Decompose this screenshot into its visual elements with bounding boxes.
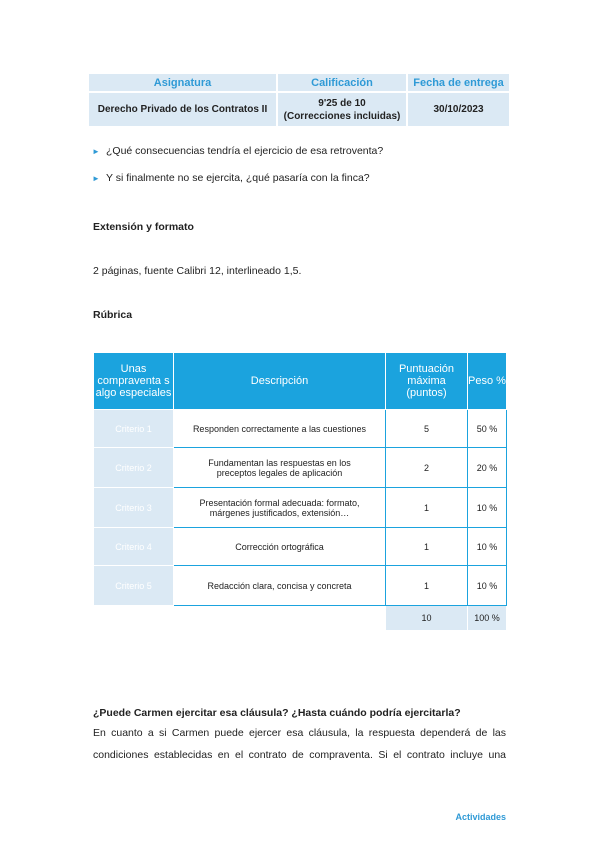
question-item xyxy=(92,145,383,157)
rubric-heading: Rúbrica xyxy=(93,309,133,321)
total-weight: 100 % xyxy=(468,606,507,631)
criterion-cell: Criterio 3 xyxy=(94,488,174,528)
footer-label: Actividades xyxy=(455,812,506,822)
weight-cell: 20 % xyxy=(468,448,507,488)
answer-line-1: En cuanto a si Carmen puede ejercer esa cláusula, la respuesta dependerá de las xyxy=(93,727,506,739)
points-cell: 1 xyxy=(386,566,468,606)
points-cell: 1 xyxy=(386,528,468,566)
col-fecha: Fecha de entrega xyxy=(407,74,509,92)
criterion-cell: Criterio 5 xyxy=(94,566,174,606)
empty-cell xyxy=(174,606,386,631)
weight-cell: 50 % xyxy=(468,410,507,448)
table-row xyxy=(94,448,507,488)
weight-cell: 10 % xyxy=(468,566,507,606)
col-calificacion: Calificación xyxy=(277,74,407,92)
total-points: 10 xyxy=(386,606,468,631)
weight-cell: 10 % xyxy=(468,528,507,566)
points-cell: 5 xyxy=(386,410,468,448)
points-cell: 2 xyxy=(386,448,468,488)
subject-value: Derecho Privado de los Contratos II xyxy=(89,92,277,126)
grade-line2: (Correcciones incluidas) xyxy=(283,110,401,122)
table-row xyxy=(94,410,507,448)
date-value: 30/10/2023 xyxy=(407,92,509,126)
rubric-table xyxy=(93,352,507,631)
bullet-arrow-icon: ► xyxy=(92,146,100,156)
description-cell: Presentación formal adecuada: formato, márgenes justificados, extensión… xyxy=(174,488,386,528)
rubric-col-weight: Peso % xyxy=(468,353,507,410)
total-row xyxy=(94,606,507,631)
points-cell: 1 xyxy=(386,488,468,528)
grade-line1: 9'25 de 10 xyxy=(318,97,366,109)
rubric-col-points: Puntuación máxima (puntos) xyxy=(386,353,468,410)
question-text: ¿Qué consecuencias tendría el ejercicio de esa retroventa? xyxy=(106,145,384,157)
description-cell: Redacción clara, concisa y concreta xyxy=(174,566,386,606)
table-row xyxy=(94,566,507,606)
format-heading: Extensión y formato xyxy=(93,221,194,233)
bullet-arrow-icon: ► xyxy=(92,173,100,183)
answer-line-2: condiciones establecidas en el contrato de compraventa. Si el contrato incluye una xyxy=(93,749,506,761)
col-asignatura: Asignatura xyxy=(89,74,277,92)
answer-question: ¿Puede Carmen ejercitar esa cláusula? ¿Hasta cuándo podría ejercitarla? xyxy=(93,707,461,719)
criterion-cell: Criterio 2 xyxy=(94,448,174,488)
table-row xyxy=(94,488,507,528)
description-cell: Responden correctamente a las cuestiones xyxy=(174,410,386,448)
table-row xyxy=(94,528,507,566)
rubric-col-criteria: Unas compraventa s algo especiales xyxy=(94,353,174,410)
rubric-col-description: Descripción xyxy=(174,353,386,410)
grade-value xyxy=(277,92,407,126)
header-table xyxy=(89,74,509,126)
criterion-cell: Criterio 1 xyxy=(94,410,174,448)
question-item xyxy=(92,172,370,184)
question-text: Y si finalmente no se ejercita, ¿qué pasaría con la finca? xyxy=(106,172,370,184)
weight-cell: 10 % xyxy=(468,488,507,528)
empty-cell xyxy=(94,606,174,631)
format-text: 2 páginas, fuente Calibri 12, interlineado 1,5. xyxy=(93,265,302,277)
criterion-cell: Criterio 4 xyxy=(94,528,174,566)
description-cell: Fundamentan las respuestas en los preceptos legales de aplicación xyxy=(174,448,386,488)
description-cell: Corrección ortográfica xyxy=(174,528,386,566)
